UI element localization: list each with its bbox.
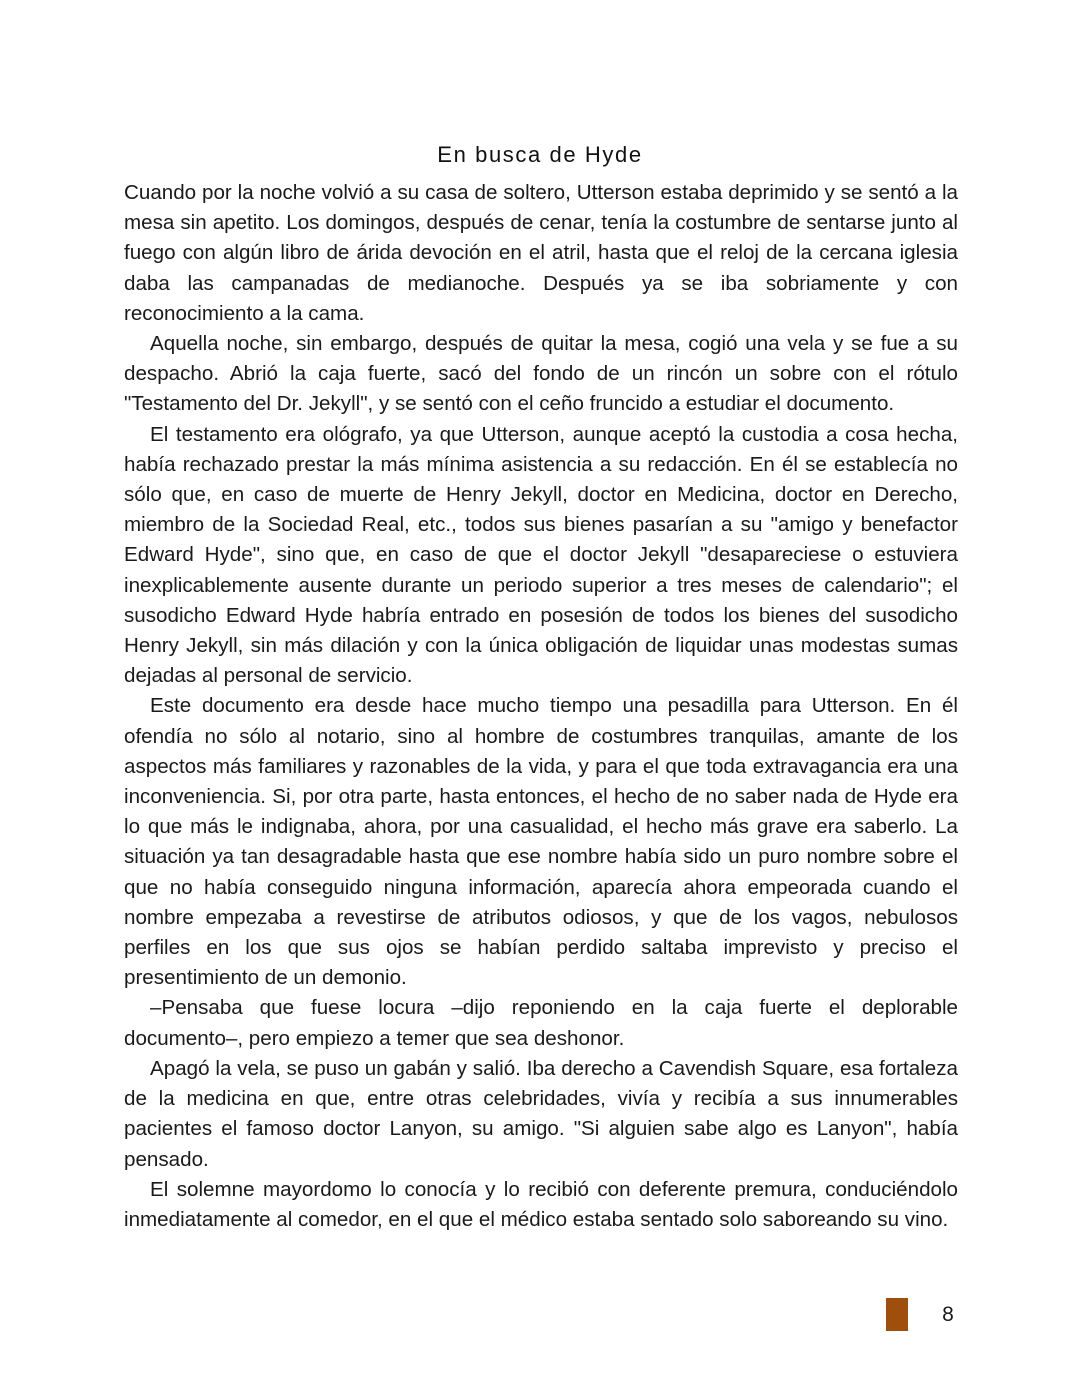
body-paragraph: –Pensaba que fuese locura –dijo reponiendo en la caja fuerte el deplorable documento–, pero empiezo a temer que sea deshonor. — [124, 996, 958, 1050]
page-footer — [0, 1294, 1080, 1340]
body-paragraph: Cuando por la noche volvió a su casa de soltero, Utterson estaba deprimido y se sentó a la mesa sin apetito. Los domingos, después de cenar, tenía la costumbre de sentarse junto al fuego con algún libro de árida devoción en el atril, hasta que el reloj de la cercana iglesia daba las campanadas de medianoche. Después ya se iba sobriamente y con reconocimiento a la cama. — [124, 181, 958, 325]
page-number: 8 — [942, 1303, 954, 1326]
body-paragraph: Este documento era desde hace mucho tiempo una pesadilla para Utterson. En él ofendía no sólo al notario, sino al hombre de costumbres tranquilas, amante de los aspectos más familiares y razonables de la vida, y para el que toda extravagancia era una inconveniencia. Si, por otra parte, hasta entonces, el hecho de no saber nada de Hyde era lo que más le indignaba, ahora, por una casualidad, el hecho más grave era saberlo. La situación ya tan desagradable hasta que ese nombre había sido un puro nombre sobre el que no había conseguido ninguna información, aparecía ahora empeorada cuando el nombre empezaba a revestirse de atributos odiosos, y que de los vagos, nebulosos perfiles en los que sus ojos se habían perdido saltaba imprevisto y preciso el presentimiento de un demonio. — [124, 694, 958, 990]
footer-decoration-mark — [886, 1298, 908, 1331]
body-paragraph: El solemne mayordomo lo conocía y lo recibió con deferente premura, conduciéndolo inmediatamente al comedor, en el que el médico estaba sentado solo saboreando su vino. — [124, 1177, 958, 1231]
page-title: En busca de Hyde — [437, 141, 643, 167]
body-paragraph: Aquella noche, sin embargo, después de quitar la mesa, cogió una vela y se fue a su despacho. Abrió la caja fuerte, sacó del fondo de un rincón un sobre con el rótulo "Testamento del Dr. Jekyll", y se sentó con el ceño fruncido a estudiar el documento. — [124, 332, 958, 416]
body-paragraph: El testamento era ológrafo, ya que Utterson, aunque aceptó la custodia a cosa hecha, había rechazado prestar la más mínima asistencia a su redacción. En él se establecía no sólo que, en caso de muerte de Henry Jekyll, doctor en Medicina, doctor en Derecho, miembro de la Sociedad Real, etc., todos sus bienes pasarían a su "amigo y benefactor Edward Hyde", sino que, en caso de que el doctor Jekyll "desapareciese o estuviera inexplicablemente ausente durante un periodo superior a tres meses de calendario"; el susodicho Edward Hyde habría entrado en posesión de todos los bienes del susodicho Henry Jekyll, sin más dilación y con la única obligación de liquidar unas modestas sumas dejadas al personal de servicio. — [124, 422, 958, 688]
body-text-column — [124, 178, 958, 1235]
body-paragraph: Apagó la vela, se puso un gabán y salió. Iba derecho a Cavendish Square, esa fortaleza de la medicina en que, entre otras celebridades, vivía y recibía a sus innumerables pacientes el famoso doctor Lanyon, su amigo. "Si alguien sabe algo es Lanyon", había pensado. — [124, 1056, 958, 1171]
